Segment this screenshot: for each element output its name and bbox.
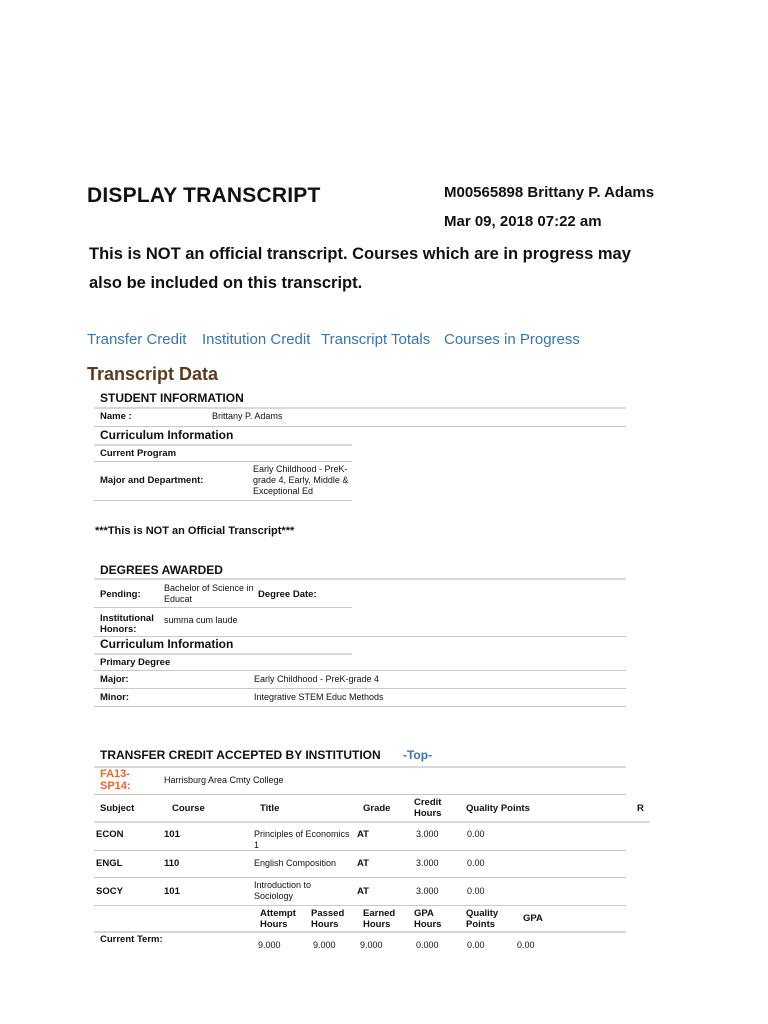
divider: [94, 670, 626, 671]
col-attempt-hours: Attempt Hours: [260, 908, 296, 930]
col-r: R: [637, 803, 644, 814]
nav-institution-credit[interactable]: Institution Credit: [202, 331, 311, 348]
row-grade: AT: [357, 829, 369, 840]
col-subject: Subject: [100, 803, 135, 814]
col-quality-points: Quality Points: [466, 803, 530, 814]
divider: [94, 850, 626, 851]
honors-value: summa cum laude: [164, 615, 238, 625]
student-info-heading: STUDENT INFORMATION: [100, 391, 244, 405]
divider: [94, 766, 626, 768]
current-quality-points: 0.00: [467, 940, 485, 950]
current-attempt-hours: 9.000: [258, 940, 281, 950]
honors-label: Institutional Honors:: [100, 613, 154, 635]
col-grade: Grade: [363, 803, 391, 814]
col-title: Title: [260, 803, 280, 814]
nav-transcript-totals[interactable]: Transcript Totals: [321, 331, 431, 348]
row-subject: ENGL: [96, 858, 123, 869]
transfer-heading: TRANSFER CREDIT ACCEPTED BY INSTITUTION: [100, 748, 381, 762]
row-title: Principles of Economics 1: [254, 829, 350, 850]
col-gpa: GPA: [523, 913, 543, 924]
divider: [94, 578, 626, 580]
divider: [94, 821, 650, 823]
minor-value: Integrative STEM Educ Methods: [254, 692, 384, 702]
current-program-label: Current Program: [100, 448, 177, 459]
name-value: Brittany P. Adams: [212, 411, 283, 421]
current-gpa: 0.00: [517, 940, 535, 950]
unofficial-notice: This is NOT an official transcript. Courses which are in progress may also be included on this transcript.: [89, 245, 631, 292]
row-quality-points: 0.00: [467, 858, 485, 868]
divider: [94, 444, 352, 446]
divider: [94, 905, 626, 906]
major-value: Early Childhood - PreK-grade 4: [254, 674, 380, 684]
current-earned-hours: 9.000: [360, 940, 383, 950]
col-passed-hours: Passed Hours: [311, 908, 345, 930]
divider: [94, 653, 352, 655]
divider: [94, 426, 626, 427]
col-total-quality-points: Quality Points: [466, 908, 499, 930]
curriculum-heading: Curriculum Information: [100, 428, 234, 442]
pending-label: Pending:: [100, 589, 141, 600]
row-grade: AT: [357, 886, 369, 897]
row-quality-points: 0.00: [467, 829, 485, 839]
nav-transfer-credit[interactable]: Transfer Credit: [87, 331, 187, 348]
primary-degree-label: Primary Degree: [100, 657, 171, 668]
row-credit: 3.000: [416, 858, 439, 868]
divider: [94, 407, 626, 409]
divider: [94, 706, 626, 707]
row-quality-points: 0.00: [467, 886, 485, 896]
pending-value: Bachelor of Science in Educat: [164, 583, 254, 604]
row-subject: SOCY: [96, 886, 123, 897]
section-title-transcript-data: Transcript Data: [87, 364, 219, 384]
divider: [94, 794, 626, 795]
nav-courses-in-progress[interactable]: Courses in Progress: [444, 331, 580, 348]
current-term-label: Current Term:: [100, 934, 163, 945]
col-gpa-hours: GPA Hours: [414, 908, 442, 930]
page-title: DISPLAY TRANSCRIPT: [87, 184, 321, 207]
term-label: FA13-SP14:: [100, 768, 131, 792]
name-label: Name :: [100, 411, 132, 422]
major-label: Major:: [100, 674, 129, 685]
top-link[interactable]: -Top-: [403, 748, 433, 762]
institution-name: Harrisburg Area Cmty College: [164, 775, 284, 785]
divider: [94, 931, 626, 933]
divider: [94, 688, 626, 689]
row-grade: AT: [357, 858, 369, 869]
col-earned-hours: Earned Hours: [363, 908, 396, 930]
divider: [94, 461, 352, 462]
row-course: 101: [164, 829, 180, 840]
divider: [94, 500, 352, 501]
curriculum-heading-2: Curriculum Information: [100, 637, 234, 651]
col-credit-hours: Credit Hours: [414, 797, 442, 819]
divider: [94, 877, 626, 878]
row-title: English Composition: [254, 858, 337, 868]
major-department-label: Major and Department:: [100, 475, 204, 486]
major-department-value: Early Childhood - PreK-grade 4, Early, Middle & Exceptional Ed: [253, 464, 349, 496]
row-credit: 3.000: [416, 886, 439, 896]
row-course: 101: [164, 886, 180, 897]
current-gpa-hours: 0.000: [416, 940, 439, 950]
current-passed-hours: 9.000: [313, 940, 336, 950]
divider: [94, 607, 352, 608]
student-id-name: M00565898 Brittany P. Adams: [444, 184, 655, 201]
official-transcript-note: ***This is NOT an Official Transcript***: [95, 525, 295, 537]
degrees-heading: DEGREES AWARDED: [100, 563, 223, 577]
degree-date-label: Degree Date:: [258, 589, 317, 600]
row-subject: ECON: [96, 829, 124, 840]
col-course: Course: [172, 803, 205, 814]
row-course: 110: [164, 858, 180, 869]
timestamp: Mar 09, 2018 07:22 am: [444, 213, 602, 230]
minor-label: Minor:: [100, 692, 130, 703]
row-title: Introduction to Sociology: [254, 880, 312, 901]
row-credit: 3.000: [416, 829, 439, 839]
